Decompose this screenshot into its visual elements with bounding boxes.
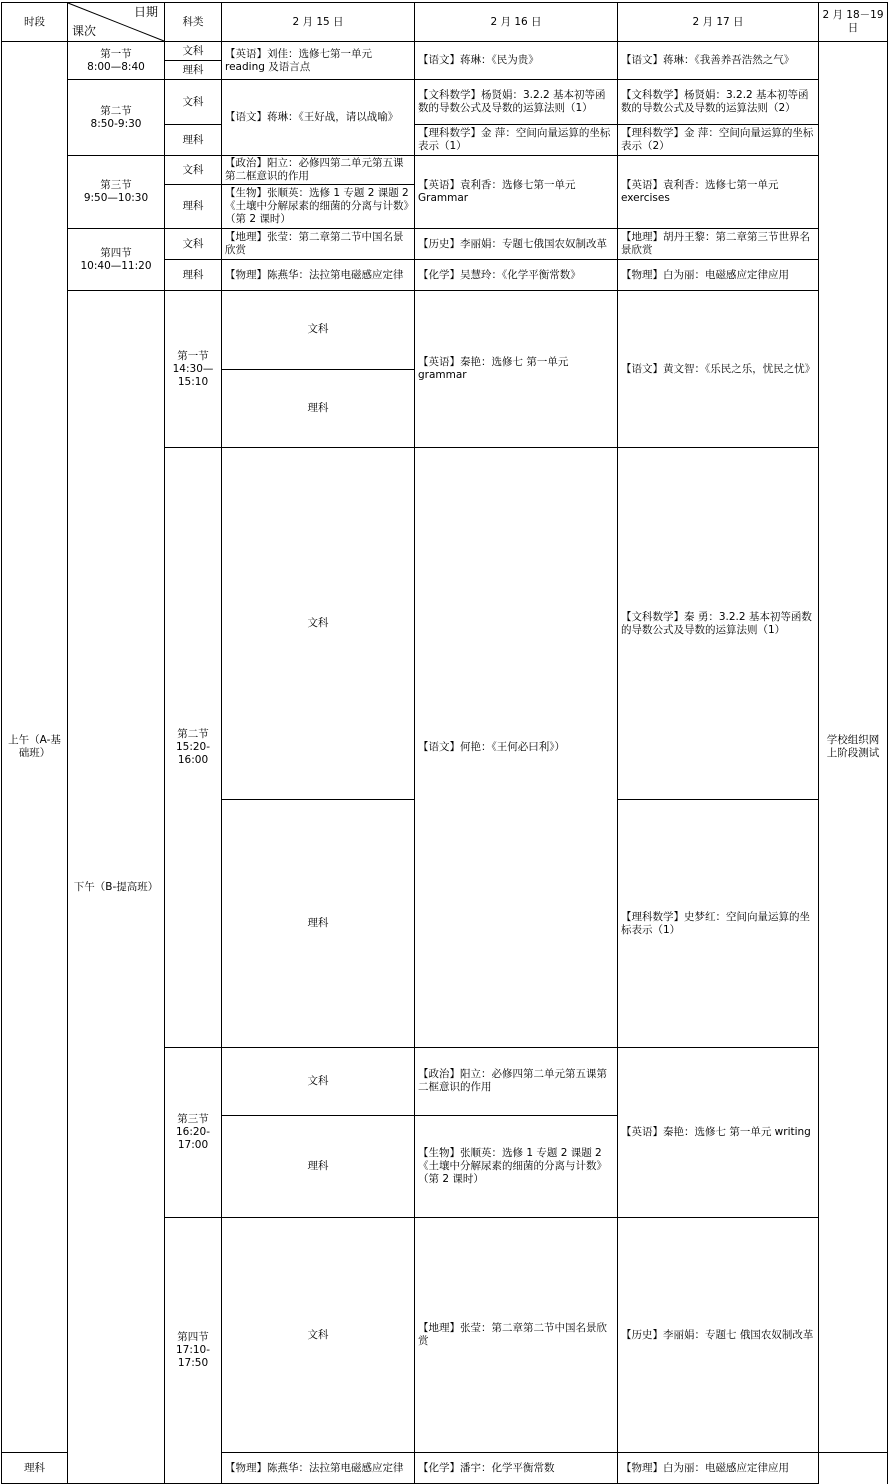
am-l2-d2-wen: 【文科数学】杨贤娟：3.2.2 基本初等函数的导数公式及导数的运算法则（1） xyxy=(415,80,618,125)
am-l3-d3: 【英语】袁利香：选修七第一单元 exercises xyxy=(618,156,819,229)
am-l1-d1: 【英语】刘佳：选修七第一单元 reading 及语言点 xyxy=(222,42,415,80)
lesson-time: 16:20-17:00 xyxy=(175,1126,211,1151)
lesson-name: 第一节 xyxy=(177,349,209,362)
pm-l3-d2: 【英语】秦艳：选修七 第一单元 writing xyxy=(618,1048,819,1218)
header-day4: 2 月 18－19 日 xyxy=(819,3,888,42)
subject-li: 理科 xyxy=(165,185,222,229)
am-l4-d1-wen: 【地理】张莹：第二章第二节中国名景欣赏 xyxy=(222,229,415,260)
am-l3-wen-row xyxy=(2,156,888,185)
am-l3-d1-li: 【生物】张顺英：选修 1 专题 2 课题 2《土壤中分解尿素的细菌的分离与计数》（第 2 课时） xyxy=(222,185,415,229)
am-l1-d2: 【语文】蒋琳：《民为贵》 xyxy=(415,42,618,80)
am-l4-d2-li: 【化学】吴慧玲：《化学平衡常数》 xyxy=(415,260,618,291)
subject-wen: 文科 xyxy=(165,229,222,260)
lesson-name: 第四节 xyxy=(177,1331,209,1343)
header-day3: 2 月 17 日 xyxy=(618,3,819,42)
pm-l2-d2-wen: 【文科数学】秦 勇：3.2.2 基本初等函数的导数公式及导数的运算法则（1） xyxy=(618,448,819,800)
am-l2-wen-row xyxy=(2,80,888,125)
subject-wen: 文科 xyxy=(165,80,222,125)
header-lesson-label: 课次 xyxy=(72,24,97,38)
lesson-name: 第二节 xyxy=(100,104,132,117)
lesson-time: 14:30—15:10 xyxy=(172,362,214,388)
header-subject-type: 科类 xyxy=(165,3,222,42)
subject-wen: 文科 xyxy=(165,156,222,185)
header-period: 时段 xyxy=(2,3,68,42)
lesson-time: 8:00—8:40 xyxy=(87,60,145,73)
pm-l4-d1-li: 【物理】陈燕华：法拉第电磁感应定律 xyxy=(222,1453,415,1484)
pm-l3-lesson xyxy=(165,1048,222,1218)
subject-li: 理科 xyxy=(222,800,415,1048)
subject-wen: 文科 xyxy=(222,1218,415,1453)
lesson-time: 17:10-17:50 xyxy=(175,1344,211,1369)
pm-l3-d1-wen: 【政治】阳立：必修四第二单元第五课第二框意识的作用 xyxy=(415,1048,618,1116)
subject-wen: 文科 xyxy=(165,42,222,61)
pm-l4-lesson xyxy=(165,1218,222,1484)
subject-wen: 文科 xyxy=(222,448,415,800)
am-l2-d1: 【语文】蒋琳：《王好战，请以战喻》 xyxy=(222,80,415,156)
am-l4-d3-li: 【物理】白为丽：电磁感应定律应用 xyxy=(618,260,819,291)
pm-l2-lesson xyxy=(165,448,222,1048)
am-test: 学校组织网上阶段测试 xyxy=(819,42,888,1453)
lesson-name: 第三节 xyxy=(177,1113,209,1125)
pm-l2-d1: 【语文】何艳：《王何必曰利》） xyxy=(415,448,618,1048)
subject-li: 理科 xyxy=(165,260,222,291)
lesson-time: 8:50-9:30 xyxy=(90,117,142,130)
lesson-name: 第一节 xyxy=(100,47,132,60)
am-l1-wen-row xyxy=(2,42,888,61)
subject-li: 理科 xyxy=(165,125,222,156)
am-l1-d3: 【语文】蒋琳：《我善养吾浩然之气》 xyxy=(618,42,819,80)
am-l3-d2: 【英语】袁利香：选修七第一单元 Grammar xyxy=(415,156,618,229)
am-l4-d1-li: 【物理】陈燕华：法拉第电磁感应定律 xyxy=(222,260,415,291)
am-l2-d2-li: 【理科数学】金 萍：空间向量运算的坐标表示（1） xyxy=(415,125,618,156)
subject-li: 理科 xyxy=(165,61,222,80)
am-l2-d3-li: 【理科数学】金 萍：空间向量运算的坐标表示（2） xyxy=(618,125,819,156)
header-date-label: 日期 xyxy=(133,5,158,19)
pm-l4-d2-wen: 【历史】李丽娟：专题七 俄国农奴制改革 xyxy=(618,1218,819,1453)
header-day1: 2 月 15 日 xyxy=(222,3,415,42)
am-l4-wen-row xyxy=(2,229,888,260)
pm-l1-d2: 【语文】黄文智：《乐民之乐，忧民之忧》 xyxy=(618,291,819,448)
pm-l4-d3-li: 【物理】白为丽：电磁感应定律应用 xyxy=(618,1453,819,1484)
subject-wen: 文科 xyxy=(222,291,415,370)
am-l4-d2-wen: 【历史】李丽娟：专题七俄国农奴制改革 xyxy=(415,229,618,260)
am-l1-lesson xyxy=(68,42,165,80)
lesson-name: 第三节 xyxy=(100,179,132,191)
lesson-time: 9:50—10:30 xyxy=(83,192,149,204)
pm-l1-d1: 【英语】秦艳：选修七 第一单元 grammar xyxy=(415,291,618,448)
am-l4-d3-wen: 【地理】胡丹王黎：第二章第三节世界名景欣赏 xyxy=(618,229,819,260)
subject-li: 理科 xyxy=(222,369,415,448)
am-l2-d3-wen: 【文科数学】杨贤娟：3.2.2 基本初等函数的导数公式及导数的运算法则（2） xyxy=(618,80,819,125)
am-l4-lesson xyxy=(68,229,165,291)
subject-li: 理科 xyxy=(2,1453,68,1484)
am-l3-d1-wen: 【政治】阳立：必修四第二单元第五课第二框意识的作用 xyxy=(222,156,415,185)
lesson-name: 第二节 xyxy=(177,728,209,740)
lesson-time: 10:40—11:20 xyxy=(80,259,152,272)
lesson-time: 15:20-16:00 xyxy=(175,741,211,766)
am-l2-lesson xyxy=(68,80,165,156)
pm-l4-d2-li: 【化学】潘宇：化学平衡常数 xyxy=(415,1453,618,1484)
pm-l1-lesson xyxy=(165,291,222,448)
header-row xyxy=(2,3,888,42)
am-l3-lesson xyxy=(68,156,165,229)
pm-l1-wen-row xyxy=(2,291,888,370)
session-afternoon: 下午（B-提高班） xyxy=(68,291,165,1484)
pm-l2-d2-li: 【理科数学】史梦红：空间向量运算的坐标表示（1） xyxy=(618,800,819,1048)
lesson-name: 第四节 xyxy=(100,246,132,259)
subject-wen: 文科 xyxy=(222,1048,415,1116)
schedule-table xyxy=(1,2,888,1484)
header-day2: 2 月 16 日 xyxy=(415,3,618,42)
session-morning: 上午（A-基础班） xyxy=(2,42,68,1453)
pm-l4-d1-wen: 【地理】张莹：第二章第二节中国名景欣赏 xyxy=(415,1218,618,1453)
header-date-lesson xyxy=(68,3,165,42)
subject-li: 理科 xyxy=(222,1115,415,1217)
pm-l3-d1-li: 【生物】张顺英：选修 1 专题 2 课题 2《土壤中分解尿素的细菌的分离与计数》（第 2 课时） xyxy=(415,1115,618,1217)
